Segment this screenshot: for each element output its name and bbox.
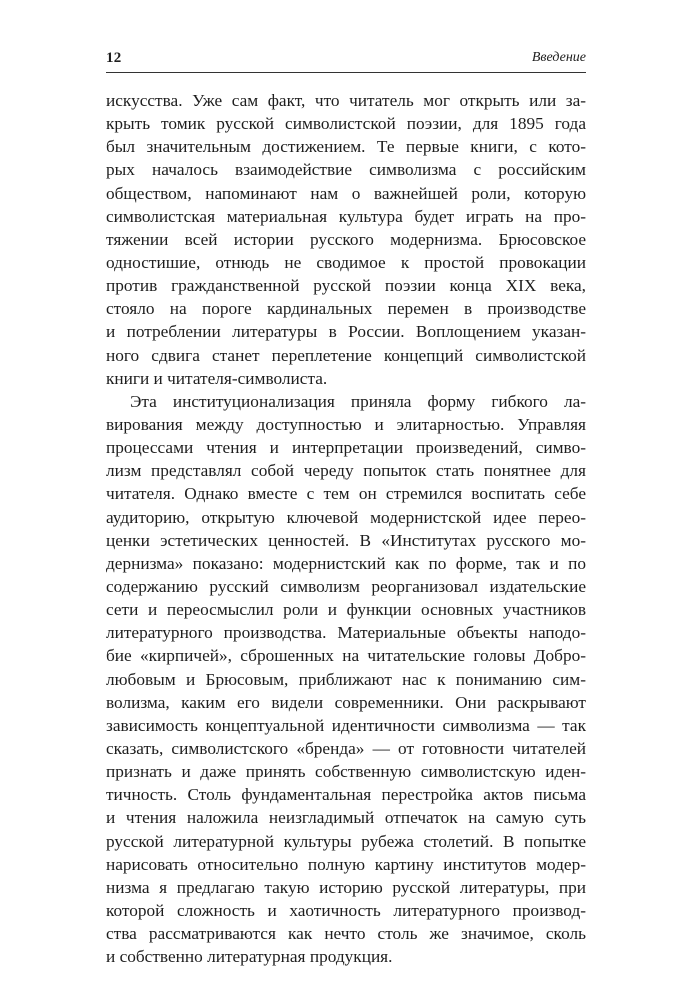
text-line: вирования между доступностью и элитарностью. Управляя xyxy=(106,414,586,434)
text-line: нарисовать относительно полную картину институтов модер- xyxy=(106,854,586,874)
text-line: ного сдвига станет переплетение концепций символистской xyxy=(106,345,586,365)
text-line: читателя. Однако вместе с тем он стремился воспитать себе xyxy=(106,484,586,504)
text-line: бие «кирпичей», сброшенных на читательские головы Добро- xyxy=(106,646,586,666)
text-line: тяжении всей истории русского модернизма. Брюсовское xyxy=(106,229,586,249)
text-line: был значительным достижением. Те первые книги, с кото- xyxy=(106,137,586,157)
text-line: одностишие, отнюдь не сводимое к простой провокации xyxy=(106,252,586,272)
text-line: низма я предлагаю такую историю русской литературы, при xyxy=(106,877,586,897)
text-line: против гражданственной русской поэзии конца XIX века, xyxy=(106,276,586,296)
text-line: содержанию русский символизм реорганизовал издательские xyxy=(106,576,586,596)
text-line: тичность. Столь фундаментальная перестройка актов письма xyxy=(106,785,586,805)
text-line: аудиторию, открытую ключевой модернистской идее перео- xyxy=(106,507,586,527)
text-line: дернизма» показано: модернистский как по форме, так и по xyxy=(106,553,586,573)
text-line: и чтения наложила неизгладимый отпечаток на самую суть xyxy=(106,808,586,828)
text-line: зависимость концептуальной идентичности символизма — так xyxy=(106,715,586,735)
text-line: которой сложность и хаотичность литературного производ- xyxy=(106,900,586,920)
text-line: символистская материальная культура будет играть на про- xyxy=(106,206,586,226)
text-line: ства рассматриваются как нечто столь же значимое, сколь xyxy=(106,924,586,944)
text-line: лизм представлял собой череду попыток стать понятнее для xyxy=(106,461,586,481)
text-line: стояло на пороге кардинальных перемен в производстве xyxy=(106,299,586,319)
body-text xyxy=(106,89,586,968)
text-line: искусства. Уже сам факт, что читатель мог открыть или за- xyxy=(106,91,586,110)
paragraph-last-line: и собственно литературная продукция. xyxy=(106,947,393,967)
text-line: волизма, каким его видели современники. Они раскрывают xyxy=(106,692,586,712)
page-header xyxy=(106,50,586,72)
text-line: процессами чтения и интерпретации произведений, симво- xyxy=(106,438,586,458)
text-line: ценки эстетических ценностей. В «Институтах русского мо- xyxy=(106,530,586,550)
text-line: сети и переосмыслил роли и функции основных участников xyxy=(106,600,586,620)
text-line: сказать, символистского «бренда» — от готовности читателей xyxy=(106,738,586,758)
paragraph-last-line: книги и читателя-символиста. xyxy=(106,368,328,388)
text-line: крыть томик русской символистской поэзии, для 1895 года xyxy=(106,114,586,134)
text-line: любовым и Брюсовым, приближают нас к пониманию сим- xyxy=(106,669,586,689)
text-line: литературного производства. Материальные объекты наподо- xyxy=(106,623,586,643)
text-line: обществом, напоминают нам о важнейшей роли, которую xyxy=(106,183,586,203)
text-line: рых началось взаимодействие символизма с российским xyxy=(106,160,586,180)
paragraph-first-line: Эта институционализация приняла форму гибкого ла- xyxy=(130,391,586,411)
header-rule xyxy=(106,72,586,73)
text-line: русской литературной культуры рубежа столетий. В попытке xyxy=(106,831,586,851)
text-line: признать и даже принять собственную символистскую иден- xyxy=(106,762,586,782)
running-head: Введение xyxy=(531,50,586,65)
text-line: и потреблении литературы в России. Воплощением указан- xyxy=(106,322,586,342)
page-number: 12 xyxy=(106,50,122,66)
